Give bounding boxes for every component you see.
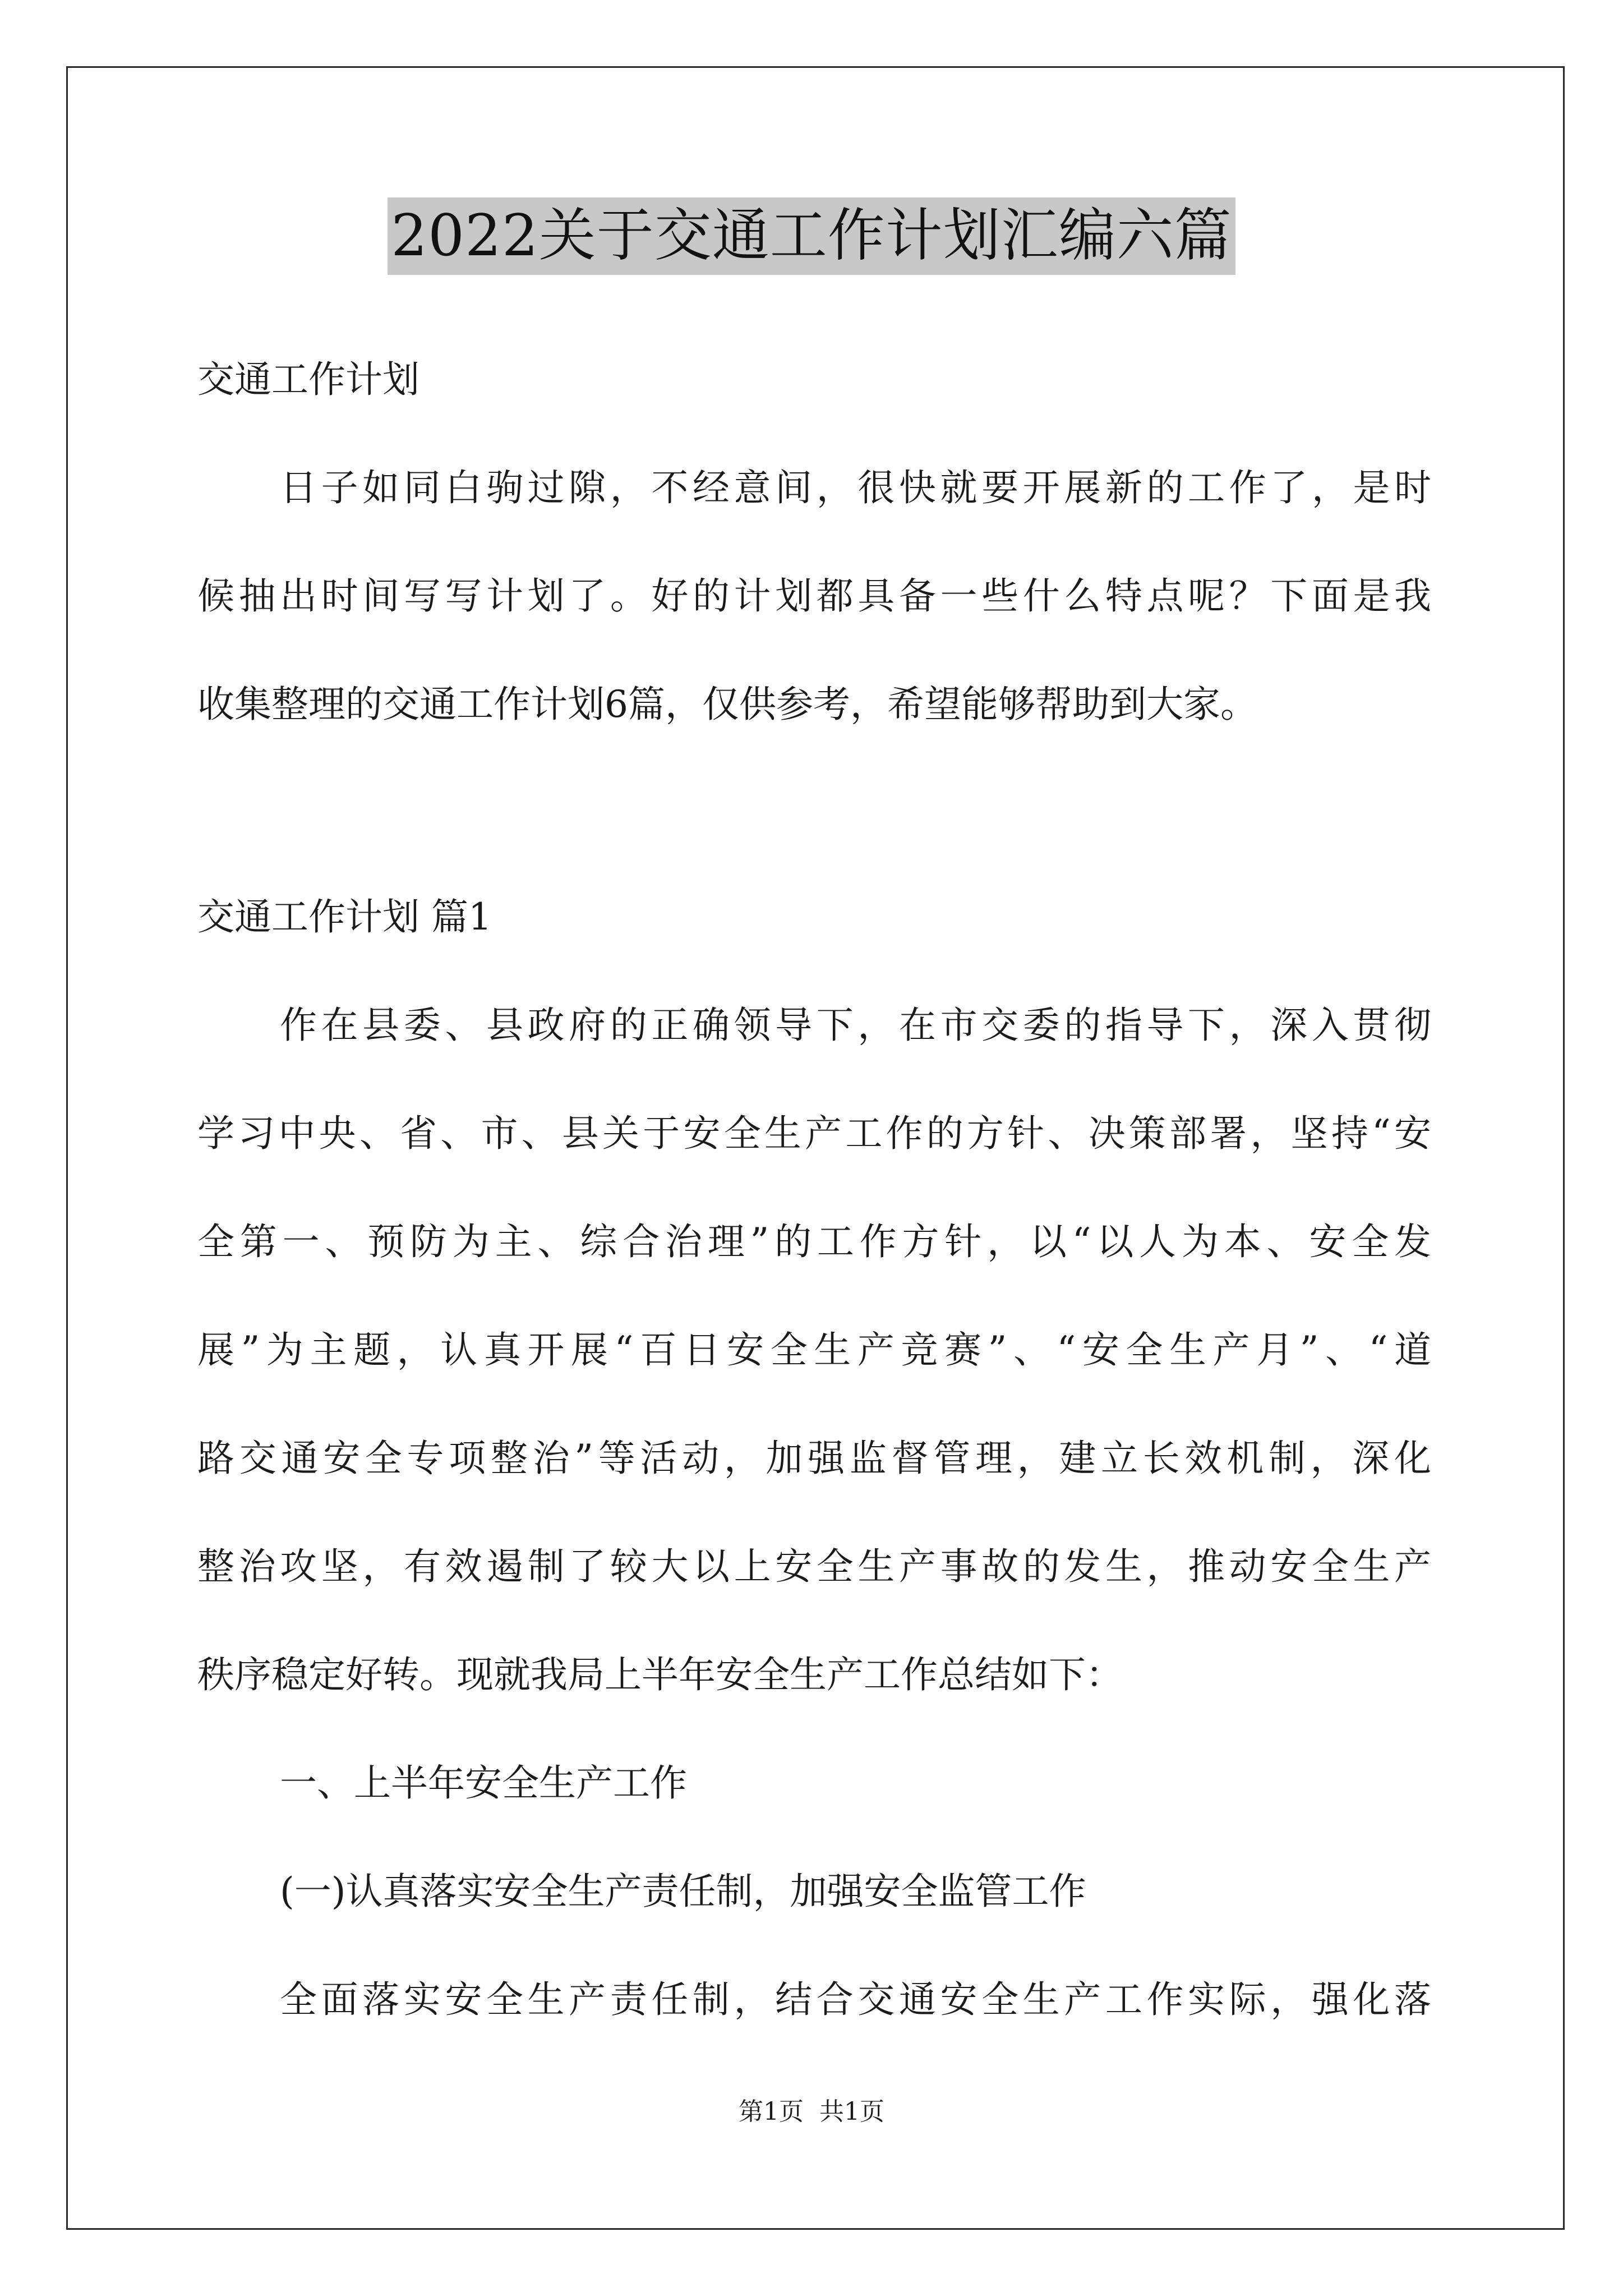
intro-line-3: 收集整理的交通工作计划6篇，仅供参考，希望能够帮助到大家。 — [197, 683, 1257, 726]
part1-line-1: 作在县委、县政府的正确领导下，在市交委的指导下，深入贯彻 — [280, 1004, 1431, 1047]
part1-line-4: 展”为主题，认真开展“百日安全生产竞赛”、“安全生产月”、“道 — [197, 1328, 1431, 1372]
part1-line-2: 学习中央、省、市、县关于安全生产工作的方针、决策部署，坚持“安 — [197, 1112, 1431, 1155]
sub-heading-1: 一、上半年安全生产工作 — [280, 1761, 687, 1805]
page-footer — [0, 2095, 1623, 2129]
body-last-line: 全面落实安全生产责任制，结合交通安全生产工作实际，强化落 — [280, 1978, 1431, 2021]
title-container — [0, 197, 1623, 275]
part1-heading: 交通工作计划 篇1 — [197, 895, 492, 938]
part1-line-5: 路交通安全专项整治”等活动，加强监督管理，建立长效机制，深化 — [197, 1437, 1431, 1480]
intro-line-2: 候抽出时间写写计划了。好的计划都具备一些什么特点呢？下面是我 — [197, 574, 1431, 618]
part1-line-7: 秩序稳定好转。现就我局上半年安全生产工作总结如下： — [197, 1653, 1123, 1696]
page-total: 共1页 — [819, 2097, 884, 2126]
intro-line-1: 日子如同白驹过隙，不经意间，很快就要开展新的工作了，是时 — [280, 466, 1431, 509]
section-heading: 交通工作计划 — [197, 358, 419, 401]
document-title: 2022关于交通工作计划汇编六篇 — [388, 197, 1235, 275]
sub-heading-2: (一)认真落实安全生产责任制，加强安全监管工作 — [280, 1870, 1086, 1913]
page-number: 第1页 — [739, 2097, 804, 2126]
part1-line-3: 全第一、预防为主、综合治理”的工作方针，以“以人为本、安全发 — [197, 1220, 1431, 1263]
part1-line-6: 整治攻坚，有效遏制了较大以上安全生产事故的发生，推动安全生产 — [197, 1545, 1431, 1588]
